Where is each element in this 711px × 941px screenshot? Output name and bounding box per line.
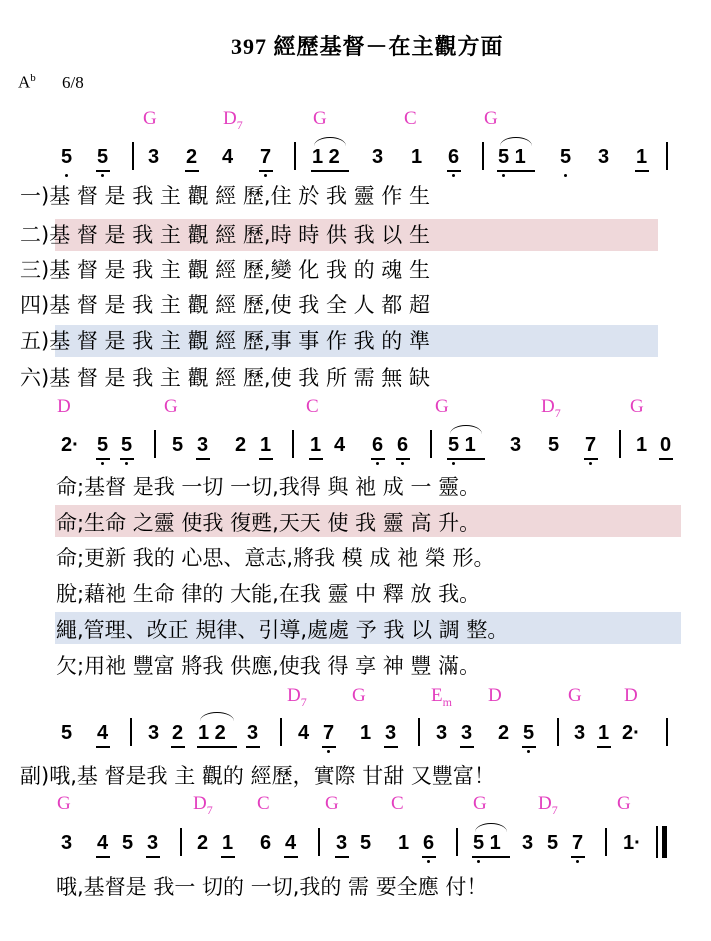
note: 5 [548,434,560,456]
octave-dot [427,860,430,863]
verse-text: 基 督 是 我 主 觀 經 歷,使 我 全 人 都 超 [49,293,430,317]
duration-underline [635,170,649,172]
barline [619,430,621,458]
duration-underline [597,746,611,748]
note: 5 1 [498,146,526,168]
barline [666,142,668,170]
barline [132,142,134,170]
note: 1 2 [198,722,226,744]
duration-underline [96,170,110,172]
note: 4 [334,434,346,456]
chord: $E_m$ [431,685,452,709]
barline [482,142,484,170]
octave-dot [477,860,480,863]
verse-label: 三) [20,258,50,282]
note: 1 [636,434,648,456]
page-title: 397 經歷基督－在主觀方面 [231,34,504,59]
chord: G [164,396,178,417]
chord: G [617,793,631,814]
barline [280,718,282,746]
barline [292,430,294,458]
note: 3 [247,722,259,744]
note: 1 [260,434,272,456]
duration-underline [146,856,160,858]
barline [456,828,458,856]
chord: C [404,108,417,129]
octave-dot [65,174,68,177]
verse-text: 基 督 是 我 主 觀 經 歷,使 我 所 需 無 缺 [49,366,430,390]
verse-text: 基 督 是 我 主 觀 經 歷,住 於 我 靈 作 生 [49,184,430,208]
chord: G [484,108,498,129]
duration-underline [659,458,673,460]
barline [605,828,607,856]
duration-underline [322,746,336,748]
note: 3 [510,434,522,456]
note: 3 [522,832,534,854]
note: 1 [360,722,372,744]
chorus-line [20,760,495,790]
note: 5 [172,434,184,456]
verse-text: 基 督 是 我 主 觀 經 歷,時 時 供 我 以 生 [49,223,430,247]
octave-dot [589,462,592,465]
note: 6 [423,832,435,854]
verse-line [20,362,430,392]
duration-underline [584,458,598,460]
duration-underline [396,458,410,460]
key-note: A [18,72,31,92]
note: 1 [222,832,234,854]
note: 2 [498,722,510,744]
verse-line [20,180,430,210]
duration-underline [96,458,110,460]
duration-underline [447,458,485,460]
final-barline-thin [656,826,658,858]
duration-underline [120,458,134,460]
barline [318,828,320,856]
duration-underline [422,856,436,858]
octave-dot [101,462,104,465]
note: 7 [572,832,584,854]
duration-underline [96,856,110,858]
note: 3 [372,146,384,168]
note: 0 [660,434,672,456]
note: 5 [523,722,535,744]
verse-line [20,289,430,319]
octave-dot [564,174,567,177]
barline [130,718,132,746]
slur [500,137,532,146]
barline [294,142,296,170]
chord: G [143,108,157,129]
chord: C [306,396,319,417]
barline [430,430,432,458]
chord: G [57,793,71,814]
duration-underline [284,856,298,858]
note: 5 1 [448,434,476,456]
note: 2 [186,146,198,168]
note: 3 [61,832,73,854]
chord: D [624,685,638,706]
duration-underline [371,458,385,460]
note: 5 [547,832,559,854]
octave-dot [327,750,330,753]
note: 2· [622,722,640,744]
barline [418,718,420,746]
duration-underline [460,746,474,748]
note: 2 [172,722,184,744]
note: 1 [310,434,322,456]
note: 1 [598,722,610,744]
verse-label: 六) [20,366,50,390]
note: 5 1 [473,832,501,854]
barline [666,718,668,746]
chord: D [57,396,71,417]
note: 5 [97,434,109,456]
chord: $D_7$ [287,685,307,709]
note: 4 [97,722,109,744]
note: 3 [148,722,160,744]
chord: D [488,685,502,706]
note: 5 [360,832,372,854]
chord: G [568,685,582,706]
chord: G [473,793,487,814]
verse-line: 繩,管理、改正 規律、引導,處處 予 我 以 調 整。 [56,618,509,642]
verse-line: 命;更新 我的 心思、意志,將我 模 成 祂 榮 形。 [56,546,495,570]
note: 3 [148,146,160,168]
duration-underline [96,746,110,748]
duration-underline [197,746,237,748]
verse-line: 命;基督 是我 一切 一切,我得 與 祂 成 一 靈。 [56,475,481,499]
chord: G [352,685,366,706]
note: 3 [336,832,348,854]
verse-label: 四) [20,293,50,317]
slur [475,823,507,832]
duration-underline [522,746,536,748]
slur [314,137,346,146]
duration-underline [185,170,199,172]
duration-underline [259,458,273,460]
octave-dot [452,174,455,177]
verse-label: 二) [20,223,50,247]
duration-underline [259,170,273,172]
note: 7 [323,722,335,744]
note: 4 [222,146,234,168]
verse-line: 欠;用祂 豐富 將我 供應,使我 得 享 神 豐 滿。 [56,654,481,678]
verse-line [20,254,430,284]
final-line: 哦,基督是 我一 切的 一切,我的 需 要全應 付！ [56,875,488,899]
note: 3 [461,722,473,744]
duration-underline [447,170,461,172]
chord: $D_7$ [541,396,561,420]
octave-dot [452,462,455,465]
note: 3 [385,722,397,744]
octave-dot [101,174,104,177]
slur [200,712,234,721]
duration-underline [472,856,510,858]
note: 7 [260,146,272,168]
note: 3 [574,722,586,744]
chord: C [257,793,270,814]
duration-underline [311,170,349,172]
octave-dot [376,462,379,465]
octave-dot [576,860,579,863]
verse-line [20,219,430,249]
chord: G [435,396,449,417]
octave-dot [264,174,267,177]
octave-dot [527,750,530,753]
note: 6 [448,146,460,168]
note: 1 [636,146,648,168]
time-signature: 6/8 [62,72,84,92]
barline [557,718,559,746]
note: 1 2 [312,146,340,168]
note: 6 [397,434,409,456]
note: 4 [97,832,109,854]
key-signature [18,72,84,93]
chord: G [313,108,327,129]
duration-underline [335,856,349,858]
verse-text: 基 督 是 我 主 觀 經 歷,變 化 我 的 魂 生 [49,258,430,282]
note: 1 [398,832,410,854]
chord: $D_7$ [538,793,558,817]
duration-underline [571,856,585,858]
chord: G [325,793,339,814]
verse-label: 一) [20,184,50,208]
note: 5 [560,146,572,168]
note: 7 [585,434,597,456]
note: 4 [298,722,310,744]
note: 3 [147,832,159,854]
chord: $D_7$ [193,793,213,817]
final-barline-thick [662,826,667,858]
note: 3 [197,434,209,456]
duration-underline [309,458,323,460]
note: 5 [122,832,134,854]
duration-underline [246,746,260,748]
note: 1 [411,146,423,168]
verse-line: 命;生命 之靈 使我 復甦,天天 使 我 靈 高 升。 [56,511,481,535]
note: 5 [121,434,133,456]
octave-dot [125,462,128,465]
verse-line [20,325,430,355]
note: 6 [372,434,384,456]
verse-line: 脫;藉祂 生命 律的 大能,在我 靈 中 釋 放 我。 [56,582,481,606]
note: 1· [623,832,641,854]
note: 2 [235,434,247,456]
note: 6 [260,832,272,854]
duration-underline [384,746,398,748]
chord: $D_7$ [223,108,243,132]
duration-underline [497,170,535,172]
verse-label: 五) [20,329,50,353]
note: 5 [61,146,73,168]
duration-underline [196,458,210,460]
duration-underline [221,856,235,858]
chorus-text: 哦,基 督是我 主 觀的 經歷，實際 甘甜 又豐富！ [49,764,495,788]
chorus-label: 副) [20,764,50,788]
note: 5 [97,146,109,168]
note: 3 [436,722,448,744]
octave-dot [401,462,404,465]
octave-dot [502,174,505,177]
note: 2· [61,434,79,456]
duration-underline [171,746,185,748]
verse-text: 基 督 是 我 主 觀 經 歷,事 事 作 我 的 準 [49,329,430,353]
note: 2 [197,832,209,854]
note: 5 [61,722,73,744]
chord: G [630,396,644,417]
slur [450,425,482,434]
key-accidental: b [30,72,36,84]
chord: C [391,793,404,814]
note: 3 [598,146,610,168]
barline [180,828,182,856]
barline [154,430,156,458]
note: 4 [285,832,297,854]
